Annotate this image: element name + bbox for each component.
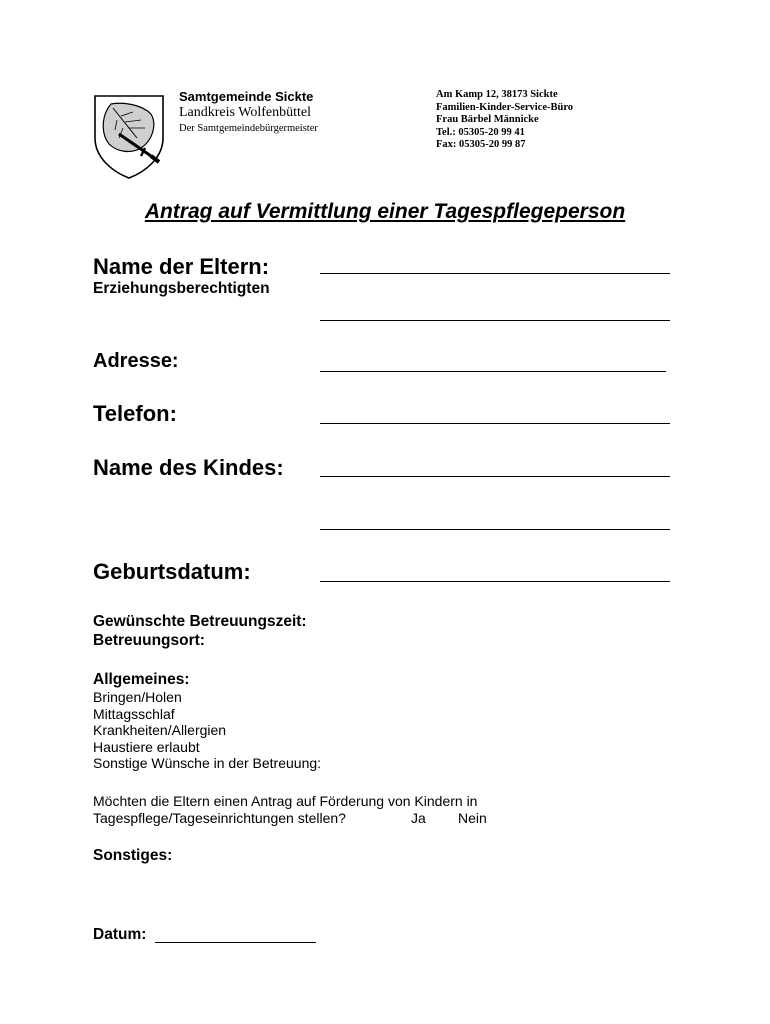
parents-label: Name der Eltern: <box>93 254 270 279</box>
funding-no-option[interactable]: Nein <box>458 810 487 826</box>
phone-label: Telefon: <box>93 401 177 426</box>
general-item-pets: Haustiere erlaubt <box>93 738 200 755</box>
general-item-wishes: Sonstige Wünsche in der Betreuung: <box>93 755 322 771</box>
funding-question-line1: Möchten die Eltern einen Antrag auf Förderung von Kindern in <box>93 793 478 809</box>
child-line-1[interactable] <box>320 476 670 477</box>
care-place-label: Betreuungsort: <box>93 632 205 649</box>
parents-line-2[interactable] <box>320 320 670 321</box>
contact-fax: Fax: 05305-20 99 87 <box>436 139 526 150</box>
contact-phone: Tel.: 05305-20 99 41 <box>436 126 525 138</box>
coat-of-arms-icon <box>93 94 165 180</box>
contact-block <box>436 89 573 152</box>
contact-office: Familien-Kinder-Service-Büro <box>436 101 574 113</box>
child-line-2[interactable] <box>320 529 670 530</box>
address-line[interactable] <box>320 371 666 372</box>
address-label: Adresse: <box>93 350 179 372</box>
org-district: Landkreis Wolfenbüttel <box>179 105 311 120</box>
date-label: Datum: <box>93 926 147 943</box>
date-line[interactable] <box>155 942 316 943</box>
other-label: Sonstiges: <box>93 847 173 864</box>
funding-question-line2: Tagespflege/Tageseinrichtungen stellen? <box>93 810 346 826</box>
general-list <box>93 689 321 772</box>
parents-line-1[interactable] <box>320 273 670 274</box>
general-item-pickup: Bringen/Holen <box>93 689 182 705</box>
funding-yes-option[interactable]: Ja <box>411 810 426 826</box>
general-item-nap: Mittagsschlaf <box>93 705 175 722</box>
care-time-label: Gewünschte Betreuungszeit: <box>93 613 307 630</box>
org-office: Der Samtgemeindebürgermeister <box>179 123 318 134</box>
birthdate-label: Geburtsdatum: <box>93 559 251 584</box>
birthdate-line[interactable] <box>320 581 670 582</box>
contact-address: Am Kamp 12, 38173 Sickte <box>436 89 558 100</box>
guardians-label: Erziehungsberechtigten <box>93 280 270 297</box>
general-label: Allgemeines: <box>93 671 190 688</box>
general-item-allergies: Krankheiten/Allergien <box>93 722 227 738</box>
contact-person: Frau Bärbel Männicke <box>436 114 539 125</box>
form-title: Antrag auf Vermittlung einer Tagespflegeperson <box>144 200 626 223</box>
phone-line[interactable] <box>320 423 670 424</box>
org-name: Samtgemeinde Sickte <box>179 89 314 104</box>
child-label: Name des Kindes: <box>93 455 284 480</box>
